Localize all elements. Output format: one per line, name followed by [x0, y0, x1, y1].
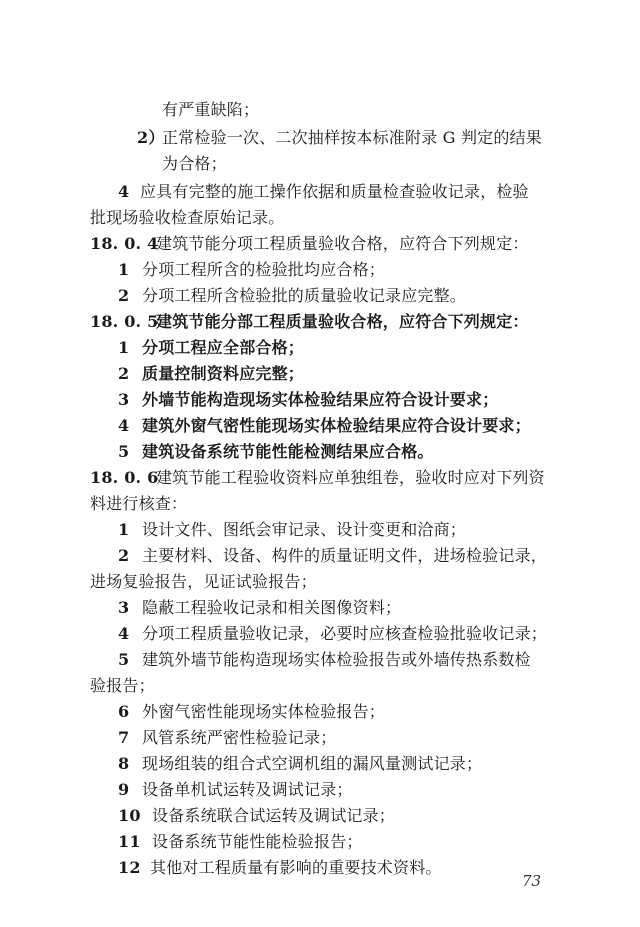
item-number: 6: [118, 702, 130, 721]
item-number: 7: [118, 728, 130, 747]
text-line: [162, 154, 227, 174]
list-item: [118, 416, 531, 436]
item-number: 11: [118, 832, 141, 851]
line-text: 其他对工程质量有影响的重要技术资料。: [150, 858, 442, 877]
line-text: 有严重缺陷；: [162, 100, 260, 119]
item-number: 4: [118, 624, 130, 643]
line-text: 分项工程应全部合格；: [142, 338, 305, 357]
line-text: 建筑节能工程验收资料应单独组卷，验收时应对下列资: [156, 468, 545, 487]
list-item: [118, 364, 304, 384]
line-text: 分项工程所含的检验批均应合格；: [142, 260, 386, 279]
text-line: [90, 208, 284, 228]
line-text: 正常检验一次、二次抽样按本标准附录 G 判定的结果: [162, 128, 542, 147]
item-number: 1: [118, 338, 130, 357]
item-number: 2: [118, 364, 130, 383]
item-number: 4: [118, 182, 130, 201]
item-number: 5: [118, 650, 130, 669]
line-text: 外墙节能构造现场实体检验结果应符合设计要求；: [142, 390, 499, 409]
list-item: [118, 338, 304, 358]
line-text: 设计文件、图纸会审记录、设计变更和洽商；: [142, 520, 467, 539]
clause-heading: [90, 234, 529, 254]
line-text: 建筑设备系统节能性能检测结果应合格。: [142, 442, 434, 461]
item-number: 9: [118, 780, 130, 799]
text-line: [90, 572, 317, 592]
line-text: 建筑节能分项工程质量验收合格，应符合下列规定：: [156, 234, 529, 253]
item-number: 8: [118, 754, 130, 773]
list-item: [118, 650, 531, 670]
item-number: 3: [118, 598, 130, 617]
line-text: 建筑外窗气密性能现场实体检验结果应符合设计要求；: [142, 416, 531, 435]
list-item: [118, 182, 529, 202]
clause-number: 18. 0. 6: [90, 468, 159, 487]
page-number: 73: [522, 872, 542, 890]
list-item: [118, 520, 466, 540]
line-text: 为合格；: [162, 154, 227, 173]
text-line: [90, 676, 155, 696]
item-number: 3: [118, 390, 130, 409]
line-text: 外窗气密性能现场实体检验报告；: [142, 702, 386, 721]
list-item: [118, 260, 385, 280]
item-number: 5: [118, 442, 130, 461]
line-text: 应具有完整的施工操作依据和质量检查验收记录，检验: [140, 182, 529, 201]
line-text: 建筑外墙节能构造现场实体检验报告或外墙传热系数检: [142, 650, 531, 669]
line-text: 建筑节能分部工程质量验收合格，应符合下列规定：: [156, 312, 529, 331]
item-number: 2: [118, 546, 130, 565]
item-number: 2: [118, 286, 130, 305]
line-text: 风管系统严密性检验记录；: [142, 728, 337, 747]
clause-number: 18. 0. 4: [90, 234, 159, 253]
line-text: 设备单机试运转及调试记录；: [142, 780, 353, 799]
list-item: [118, 598, 401, 618]
line-text: 分项工程质量验收记录，必要时应核查检验批验收记录；: [142, 624, 548, 643]
list-item: [137, 128, 542, 148]
clause-number: 18. 0. 5: [90, 312, 159, 331]
item-number: 12: [118, 858, 141, 877]
text-line: [90, 494, 187, 514]
clause-heading: [90, 312, 529, 332]
list-item: [118, 442, 434, 462]
line-text: 隐蔽工程验收记录和相关图像资料；: [142, 598, 402, 617]
list-item: [118, 546, 547, 566]
list-item: [118, 754, 482, 774]
line-text: 现场组装的组合式空调机组的漏风量测试记录；: [142, 754, 483, 773]
list-item: [118, 806, 395, 826]
line-text: 料进行核查：: [90, 494, 188, 513]
list-item: [118, 780, 353, 800]
item-number: 4: [118, 416, 130, 435]
line-text: 质量控制资料应完整；: [142, 364, 305, 383]
line-text: 设备系统节能性能检验报告；: [152, 832, 363, 851]
line-text: 验报告；: [90, 676, 155, 695]
line-text: 分项工程所含检验批的质量验收记录应完整。: [142, 286, 467, 305]
list-item: [118, 624, 547, 644]
item-number: 2）: [137, 128, 165, 147]
list-item: [118, 858, 442, 878]
item-number: 1: [118, 260, 130, 279]
line-text: 进场复验报告，见证试验报告；: [90, 572, 317, 591]
list-item: [118, 702, 385, 722]
list-item: [118, 832, 363, 852]
line-text: 设备系统联合试运转及调试记录；: [152, 806, 396, 825]
list-item: [118, 390, 498, 410]
line-text: 主要材料、设备、构件的质量证明文件，进场检验记录，: [142, 546, 548, 565]
list-item: [118, 728, 336, 748]
clause-heading: [90, 468, 545, 488]
item-number: 10: [118, 806, 141, 825]
text-line: [162, 100, 259, 120]
list-item: [118, 286, 466, 306]
line-text: 批现场验收检查原始记录。: [90, 208, 285, 227]
item-number: 1: [118, 520, 130, 539]
